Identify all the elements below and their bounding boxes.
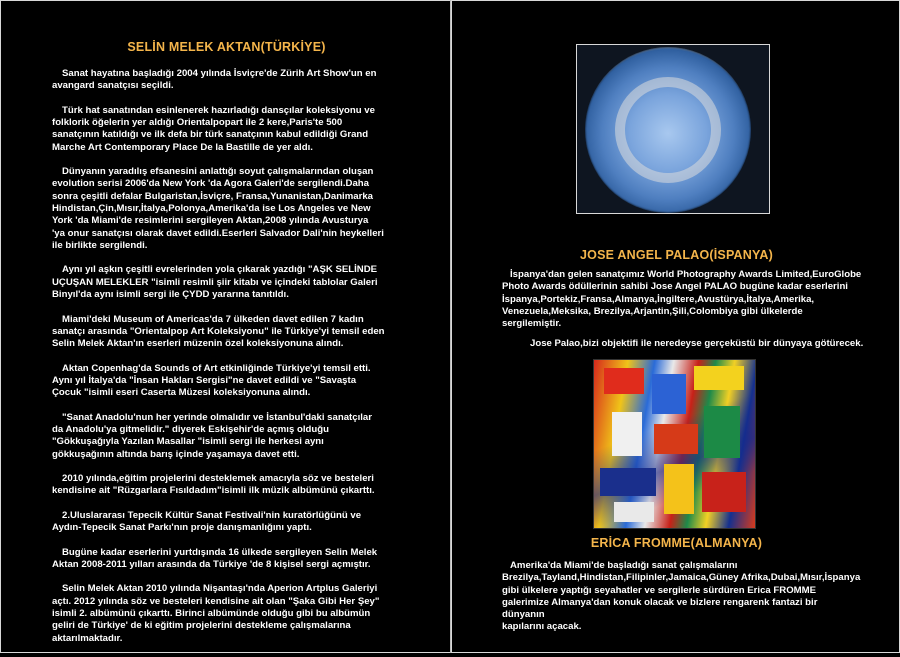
bio-paragraph: Sanat hayatına başladığı 2004 yılında İsviçre'de Zürih Art Show'un en avangard sanatçısı seçildi. <box>52 68 377 92</box>
bio-paragraph: Dünyanın yaradılış efsanesini anlattığı soyut çalışmalarından oluşan evolution serisi 2006'da New York 'da Agora Galeri'de sergilendi.Daha sonra çeşitli defalar Bulgaristan,İsviçre, Fransa,Yunanistan,Danimarka Hindistan,Çin,Mısır,İtalya,Polonya,Amerika'da ise Los Angeles ve New York 'da Miami'de resimlerini sergileyen Aktan,2008 yılında Avusturya 'ya onur sanatçısı olarak davet edildi.Eserleri Salvador Dali'nin heykelleri ile birlikte sergilendi. <box>52 166 384 251</box>
left-page-body <box>52 68 412 657</box>
bio-paragraph: Aynı yıl aşkın çeşitli evrelerinden yola çıkarak yazdığı "AŞK SELİNDE UÇUŞAN MELEKLER "isimli resimli şiir kitabı ve içindeki tablolar Galeri Binyıl'da aynı isimli sergi ile ÇYDD yararına tanıtıldı. <box>52 264 378 301</box>
paint-block <box>600 468 656 496</box>
left-page <box>0 0 451 653</box>
artist-bio-erica: Amerika'da Miami'de başladığı sanat çalışmalarını Brezilya,Tayland,Hindistan,Filipinler,Jamaica,Güney Afrika,Dubai,Mısır,İspanya gibi ülkelere yaptığı seyahatler ve sergilerle sürdüren Erica FROMME galerimize Almanya'dan konuk olacak ve bizlere rengarenk fantazi bir dünyanın kapılarını açacak. <box>502 560 861 633</box>
bio-paragraph: "Sanat Anadolu'nun her yerinde olmalıdır ve İstanbul'daki sanatçılar da Anadolu'ya gitmelidir." diyerek Eskişehir'de açmış olduğu "Gökkuşağıyla Yazılan Masallar "isimli sergi ile herkesi aynı gökkuşağının altında barış içinde yaşamaya davet etti. <box>52 411 372 460</box>
paint-block <box>664 464 694 514</box>
artist-quote-jose: Jose Palao,bizi objektifi ile neredeyse gerçeküstü bir dünyaya götürecek. <box>530 338 864 349</box>
paint-block <box>702 472 746 512</box>
artist-title-jose: JOSE ANGEL PALAO(İSPANYA) <box>580 248 773 262</box>
bio-paragraph: Türk hat sanatından esinlenerek hazırladığı dansçılar koleksiyonu ve folklorik öğelerin yer aldığı Orientalpopart ile 2 kere,Paris'te 500 sanatçının katıldığı ve ilk defa bir türk sanatçının kabul edildiği Grand Marche Art Contemporary Place De la Bastille de yer aldı. <box>52 104 375 153</box>
paint-block <box>654 424 698 454</box>
artist-title-erica: ERİCA FROMME(ALMANYA) <box>590 536 763 550</box>
artist-title-selin: SELİN MELEK AKTAN(TÜRKİYE) <box>127 40 326 54</box>
bio-paragraph: Selin Melek Aktan 2010 yılında Nişantaşı'nda Aperion Artplus Galeriyi açtı. 2012 yılında söz ve besteleri kendisine ait olan "Şaka Gibi Her Şey" isimli 2. albümünü çıkarttı. Birinci albümünde olduğu gibi bu albümün geliri de Türkiye' de ki eğitim projelerini destekleme çalışmalarına aktarılmaktadır. <box>52 583 380 644</box>
artwork-painting-erica-fromme <box>593 359 756 529</box>
bio-paragraph: Aktan Copenhag'da Sounds of Art etkinliğinde Türkiye'yi temsil etti. Aynı yıl İtalya'da "İnsan Hakları Sergisi"ne davet edildi ve "Savaşta Çocuk "isimli eseri Caserta Müzesi koleksiyonuna alındı. <box>52 362 371 399</box>
paint-block <box>612 412 642 456</box>
paint-block <box>652 374 686 414</box>
bio-paragraph: Bugüne kadar eserlerini yurtdışında 16 ülkede sergileyen Selin Melek Aktan 2008-2011 yılları arasında da Türkiye 'de 8 kişisel sergi açmıştır. <box>52 546 378 570</box>
panorama-ring <box>615 77 721 183</box>
paint-block <box>694 366 744 390</box>
artist-bio-jose: İspanya'dan gelen sanatçımız World Photography Awards Limited,EuroGlobe Photo Awards ödüllerinin sahibi Jose Angel PALAO bugüne kadar eserlerini İspanya,Portekiz,Fransa,Almanya,İngiltere,Avustürya,İtalya,Amerika, Venezuela,Meksika, Brezilya,Arjantin,Şili,Colombiya gibi ülkelerde sergilemiştir. <box>502 269 862 330</box>
right-page <box>451 0 900 653</box>
paint-block <box>604 368 644 394</box>
bio-paragraph: 2.Uluslararası Tepecik Kültür Sanat Festivali'nin kuratörlüğünü ve Aydın-Tepecik Sanat Parkı'nın proje danışmanlığını yaptı. <box>52 509 362 534</box>
bio-paragraph: Miami'deki Museum of Americas'da 7 ülkeden davet edilen 7 kadın sanatçı arasında "Orientalpop Art Koleksiyonu" ile Türkiye'yi temsil eden Selin Melek Aktan'ın eserleri müzenin özel koleksiyonuna alındı. <box>52 313 385 350</box>
paint-block <box>704 406 740 458</box>
artwork-photo-jose-palao <box>576 44 770 214</box>
paint-block <box>614 502 654 522</box>
bio-paragraph: 2010 yılında,eğitim projelerini desteklemek amacıyla söz ve besteleri kendisine ait "Rüzgarlara Fısıldadım"isimli ilk müzik albümünü çıkarttı. <box>52 473 375 497</box>
